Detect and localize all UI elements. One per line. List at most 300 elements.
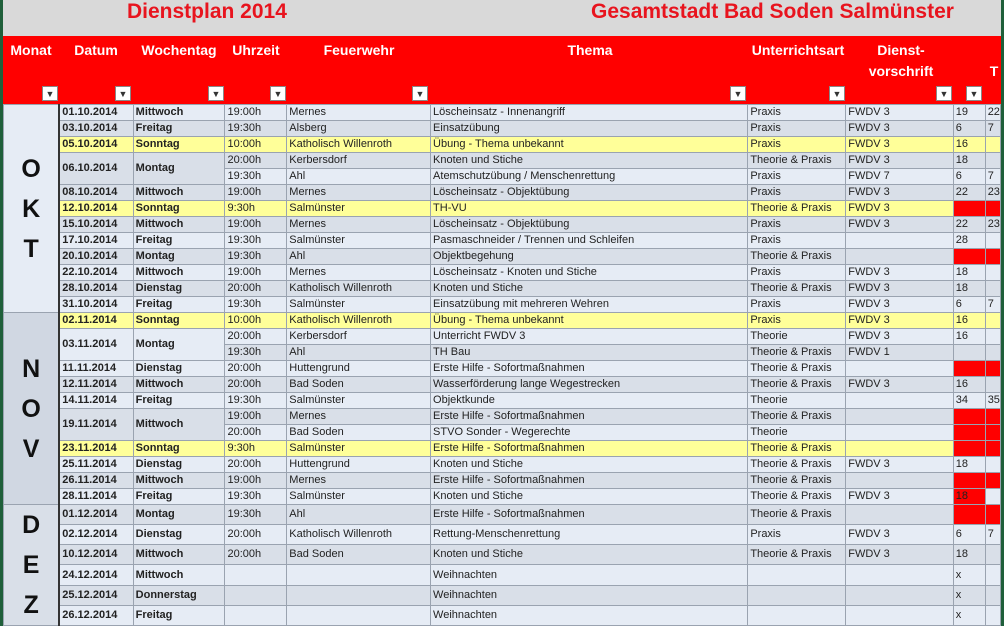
- value-cell[interactable]: 6: [953, 525, 985, 545]
- weekday-cell[interactable]: Donnerstag: [133, 585, 225, 605]
- weekday-cell[interactable]: Montag: [133, 505, 225, 525]
- weekday-cell[interactable]: Sonntag: [133, 201, 225, 217]
- table-row: [4, 105, 1001, 121]
- regulation-cell[interactable]: [846, 409, 954, 425]
- fire-dept-cell[interactable]: Mernes: [287, 473, 431, 489]
- time-cell[interactable]: 19:00h: [225, 265, 287, 281]
- header-feuerwehr[interactable]: Feuerwehr: [323, 42, 395, 58]
- regulation-cell[interactable]: [846, 585, 954, 605]
- filter-wochentag-dropdown-icon[interactable]: ▼: [208, 86, 224, 101]
- time-cell[interactable]: 20:00h: [225, 525, 287, 545]
- weekday-cell[interactable]: Mittwoch: [133, 473, 225, 489]
- regulation-cell[interactable]: FWDV 3: [846, 121, 954, 137]
- lesson-type-cell[interactable]: Praxis: [748, 105, 846, 121]
- weekday-cell[interactable]: Montag: [133, 153, 225, 185]
- lesson-type-cell[interactable]: [748, 585, 846, 605]
- topic-cell[interactable]: Knoten und Stiche: [431, 545, 748, 565]
- value-cell[interactable]: 34: [953, 393, 985, 409]
- regulation-cell[interactable]: FWDV 1: [846, 345, 954, 361]
- regulation-cell[interactable]: [846, 505, 954, 525]
- extra-cell[interactable]: [985, 233, 1000, 249]
- header-uhrzeit[interactable]: Uhrzeit: [232, 42, 280, 58]
- time-cell[interactable]: 19:30h: [225, 345, 287, 361]
- time-cell[interactable]: 10:00h: [225, 137, 287, 153]
- time-cell[interactable]: [225, 565, 287, 585]
- date-cell[interactable]: 17.10.2014: [59, 233, 133, 249]
- lesson-type-cell[interactable]: Theorie & Praxis: [748, 249, 846, 265]
- value-cell[interactable]: 6: [953, 297, 985, 313]
- lesson-type-cell[interactable]: Theorie: [748, 393, 846, 409]
- time-cell[interactable]: 20:00h: [225, 377, 287, 393]
- value-cell[interactable]: 19: [953, 105, 985, 121]
- fire-dept-cell[interactable]: Kerbersdorf: [287, 153, 431, 169]
- date-cell[interactable]: 06.10.2014: [59, 153, 133, 185]
- lesson-type-cell[interactable]: Theorie & Praxis: [748, 457, 846, 473]
- value-cell[interactable]: 6: [953, 121, 985, 137]
- filter-unterrichtsart-dropdown-icon[interactable]: ▼: [829, 86, 845, 101]
- extra-cell[interactable]: [985, 489, 1000, 505]
- fire-dept-cell[interactable]: Ahl: [287, 169, 431, 185]
- date-cell[interactable]: 02.11.2014: [59, 313, 133, 329]
- header-thema[interactable]: Thema: [567, 42, 613, 58]
- fire-dept-cell[interactable]: Huttengrund: [287, 457, 431, 473]
- lesson-type-cell[interactable]: Praxis: [748, 169, 846, 185]
- weekday-cell[interactable]: Dienstag: [133, 525, 225, 545]
- extra-cell[interactable]: 7: [985, 297, 1000, 313]
- topic-cell[interactable]: Knoten und Stiche: [431, 153, 748, 169]
- fire-dept-cell[interactable]: Mernes: [287, 185, 431, 201]
- topic-cell[interactable]: Weihnachten: [431, 565, 748, 585]
- topic-cell[interactable]: Atemschutzübung / Menschenrettung: [431, 169, 748, 185]
- value-cell[interactable]: x: [953, 565, 985, 585]
- regulation-cell[interactable]: FWDV 3: [846, 201, 954, 217]
- time-cell[interactable]: [225, 605, 287, 625]
- topic-cell[interactable]: Übung - Thema unbekannt: [431, 137, 748, 153]
- weekday-cell[interactable]: Freitag: [133, 393, 225, 409]
- topic-cell[interactable]: Löscheinsatz - Knoten und Stiche: [431, 265, 748, 281]
- date-cell[interactable]: 01.10.2014: [59, 105, 133, 121]
- topic-cell[interactable]: Weihnachten: [431, 605, 748, 625]
- weekday-cell[interactable]: Freitag: [133, 605, 225, 625]
- value-cell[interactable]: 16: [953, 313, 985, 329]
- topic-cell[interactable]: Knoten und Stiche: [431, 457, 748, 473]
- table-row: [4, 201, 1001, 217]
- value-cell[interactable]: 16: [953, 329, 985, 345]
- value-cell[interactable]: 18: [953, 457, 985, 473]
- table-row: [4, 249, 1001, 265]
- lesson-type-cell[interactable]: Theorie & Praxis: [748, 489, 846, 505]
- date-cell[interactable]: 02.12.2014: [59, 525, 133, 545]
- time-cell[interactable]: 19:30h: [225, 249, 287, 265]
- value-cell[interactable]: [953, 361, 985, 377]
- extra-cell[interactable]: [985, 361, 1000, 377]
- date-cell[interactable]: 28.11.2014: [59, 489, 133, 505]
- lesson-type-cell[interactable]: Theorie: [748, 425, 846, 441]
- fire-dept-cell[interactable]: Alsberg: [287, 121, 431, 137]
- weekday-cell[interactable]: Mittwoch: [133, 217, 225, 233]
- regulation-cell[interactable]: [846, 605, 954, 625]
- fire-dept-cell[interactable]: Ahl: [287, 249, 431, 265]
- fire-dept-cell[interactable]: Katholisch Willenroth: [287, 137, 431, 153]
- fire-dept-cell[interactable]: Bad Soden: [287, 377, 431, 393]
- topic-cell[interactable]: TH Bau: [431, 345, 748, 361]
- value-cell[interactable]: 18: [953, 545, 985, 565]
- regulation-cell[interactable]: FWDV 3: [846, 313, 954, 329]
- weekday-cell[interactable]: Montag: [133, 249, 225, 265]
- time-cell[interactable]: 19:30h: [225, 489, 287, 505]
- time-cell[interactable]: 19:30h: [225, 121, 287, 137]
- regulation-cell[interactable]: [846, 473, 954, 489]
- date-cell[interactable]: 22.10.2014: [59, 265, 133, 281]
- weekday-cell[interactable]: Mittwoch: [133, 377, 225, 393]
- value-cell[interactable]: 22: [953, 185, 985, 201]
- value-cell[interactable]: [953, 441, 985, 457]
- extra-cell[interactable]: 23: [985, 185, 1000, 201]
- regulation-cell[interactable]: [846, 393, 954, 409]
- weekday-cell[interactable]: Mittwoch: [133, 265, 225, 281]
- regulation-cell[interactable]: FWDV 3: [846, 297, 954, 313]
- extra-cell[interactable]: [985, 249, 1000, 265]
- value-cell[interactable]: [953, 409, 985, 425]
- regulation-cell[interactable]: FWDV 3: [846, 329, 954, 345]
- lesson-type-cell[interactable]: Praxis: [748, 137, 846, 153]
- date-cell[interactable]: 31.10.2014: [59, 297, 133, 313]
- topic-cell[interactable]: Knoten und Stiche: [431, 489, 748, 505]
- topic-cell[interactable]: Löscheinsatz - Objektübung: [431, 185, 748, 201]
- time-cell[interactable]: 20:00h: [225, 153, 287, 169]
- extra-cell[interactable]: 7: [985, 169, 1000, 185]
- topic-cell[interactable]: TH-VU: [431, 201, 748, 217]
- time-cell[interactable]: 19:00h: [225, 473, 287, 489]
- header-monat[interactable]: Monat: [10, 42, 52, 58]
- filter-datum-dropdown-icon[interactable]: ▼: [115, 86, 131, 101]
- header-dienstvorschrift[interactable]: [847, 40, 955, 82]
- date-cell[interactable]: 03.10.2014: [59, 121, 133, 137]
- fire-dept-cell[interactable]: [287, 585, 431, 605]
- regulation-cell[interactable]: FWDV 3: [846, 281, 954, 297]
- extra-cell[interactable]: [985, 153, 1000, 169]
- time-cell[interactable]: 20:00h: [225, 361, 287, 377]
- lesson-type-cell[interactable]: Theorie & Praxis: [748, 361, 846, 377]
- weekday-cell[interactable]: Freitag: [133, 489, 225, 505]
- date-cell[interactable]: 25.12.2014: [59, 585, 133, 605]
- extra-cell[interactable]: 35: [985, 393, 1000, 409]
- extra-cell[interactable]: [985, 201, 1000, 217]
- filter-feuerwehr-dropdown-icon[interactable]: ▼: [412, 86, 428, 101]
- table-row: [4, 393, 1001, 409]
- regulation-cell[interactable]: [846, 425, 954, 441]
- topic-cell[interactable]: Weihnachten: [431, 585, 748, 605]
- extra-cell[interactable]: [985, 585, 1000, 605]
- date-cell[interactable]: 05.10.2014: [59, 137, 133, 153]
- value-cell[interactable]: 28: [953, 233, 985, 249]
- header-wochentag[interactable]: Wochentag: [141, 42, 217, 58]
- topic-cell[interactable]: Erste Hilfe - Sofortmaßnahmen: [431, 441, 748, 457]
- extra-cell[interactable]: [985, 265, 1000, 281]
- time-cell[interactable]: 20:00h: [225, 281, 287, 297]
- time-cell[interactable]: 9:30h: [225, 201, 287, 217]
- date-cell[interactable]: 03.11.2014: [59, 329, 133, 361]
- lesson-type-cell[interactable]: Theorie & Praxis: [748, 545, 846, 565]
- topic-cell[interactable]: Einsatzübung mit mehreren Wehren: [431, 297, 748, 313]
- value-cell[interactable]: [953, 505, 985, 525]
- regulation-cell[interactable]: FWDV 3: [846, 105, 954, 121]
- fire-dept-cell[interactable]: Kerbersdorf: [287, 329, 431, 345]
- regulation-cell[interactable]: [846, 233, 954, 249]
- date-cell[interactable]: 14.11.2014: [59, 393, 133, 409]
- filter-dienstvorschrift-dropdown-icon[interactable]: ▼: [936, 86, 952, 101]
- topic-cell[interactable]: Rettung-Menschenrettung: [431, 525, 748, 545]
- date-cell[interactable]: 15.10.2014: [59, 217, 133, 233]
- date-cell[interactable]: 08.10.2014: [59, 185, 133, 201]
- table-row: [4, 217, 1001, 233]
- fire-dept-cell[interactable]: Bad Soden: [287, 425, 431, 441]
- weekday-cell[interactable]: Montag: [133, 329, 225, 361]
- fire-dept-cell[interactable]: Salmünster: [287, 201, 431, 217]
- topic-cell[interactable]: STVO Sonder - Wegerechte: [431, 425, 748, 441]
- value-cell[interactable]: 18: [953, 489, 985, 505]
- lesson-type-cell[interactable]: Praxis: [748, 525, 846, 545]
- fire-dept-cell[interactable]: Mernes: [287, 409, 431, 425]
- weekday-cell[interactable]: Sonntag: [133, 313, 225, 329]
- extra-cell[interactable]: [985, 313, 1000, 329]
- value-cell[interactable]: 16: [953, 137, 985, 153]
- lesson-type-cell[interactable]: Theorie: [748, 329, 846, 345]
- value-cell[interactable]: x: [953, 585, 985, 605]
- lesson-type-cell[interactable]: Theorie & Praxis: [748, 153, 846, 169]
- time-cell[interactable]: 19:00h: [225, 217, 287, 233]
- extra-cell[interactable]: 7: [985, 121, 1000, 137]
- value-cell[interactable]: [953, 425, 985, 441]
- fire-dept-cell[interactable]: Bad Soden: [287, 545, 431, 565]
- fire-dept-cell[interactable]: Salmünster: [287, 393, 431, 409]
- time-cell[interactable]: 20:00h: [225, 545, 287, 565]
- date-cell[interactable]: 25.11.2014: [59, 457, 133, 473]
- regulation-cell[interactable]: FWDV 3: [846, 525, 954, 545]
- time-cell[interactable]: 19:30h: [225, 505, 287, 525]
- value-cell[interactable]: 18: [953, 153, 985, 169]
- topic-cell[interactable]: Erste Hilfe - Sofortmaßnahmen: [431, 361, 748, 377]
- fire-dept-cell[interactable]: [287, 605, 431, 625]
- date-cell[interactable]: 11.11.2014: [59, 361, 133, 377]
- time-cell[interactable]: 19:30h: [225, 297, 287, 313]
- value-cell[interactable]: 18: [953, 281, 985, 297]
- extra-cell[interactable]: [985, 425, 1000, 441]
- topic-cell[interactable]: Erste Hilfe - Sofortmaßnahmen: [431, 505, 748, 525]
- header-datum[interactable]: Datum: [74, 42, 118, 58]
- weekday-cell[interactable]: Mittwoch: [133, 565, 225, 585]
- fire-dept-cell[interactable]: Ahl: [287, 505, 431, 525]
- topic-cell[interactable]: Löscheinsatz - Objektübung: [431, 217, 748, 233]
- lesson-type-cell[interactable]: Praxis: [748, 313, 846, 329]
- lesson-type-cell[interactable]: Theorie & Praxis: [748, 473, 846, 489]
- regulation-cell[interactable]: FWDV 3: [846, 489, 954, 505]
- value-cell[interactable]: [953, 249, 985, 265]
- extra-cell[interactable]: [985, 473, 1000, 489]
- extra-cell[interactable]: [985, 505, 1000, 525]
- lesson-type-cell[interactable]: Praxis: [748, 121, 846, 137]
- value-cell[interactable]: [953, 345, 985, 361]
- time-cell[interactable]: [225, 585, 287, 605]
- table-row: [4, 525, 1001, 545]
- topic-cell[interactable]: Erste Hilfe - Sofortmaßnahmen: [431, 409, 748, 425]
- fire-dept-cell[interactable]: Salmünster: [287, 489, 431, 505]
- lesson-type-cell[interactable]: Praxis: [748, 265, 846, 281]
- filter-uhrzeit-dropdown-icon[interactable]: ▼: [270, 86, 286, 101]
- time-cell[interactable]: 19:30h: [225, 233, 287, 249]
- date-cell[interactable]: 01.12.2014: [59, 505, 133, 525]
- header-unterrichtsart[interactable]: Unterrichtsart: [751, 42, 845, 58]
- value-cell[interactable]: [953, 473, 985, 489]
- date-cell[interactable]: 12.10.2014: [59, 201, 133, 217]
- value-cell[interactable]: x: [953, 605, 985, 625]
- lesson-type-cell[interactable]: [748, 605, 846, 625]
- topic-cell[interactable]: Löscheinsatz - Innenangriff: [431, 105, 748, 121]
- time-cell[interactable]: 19:00h: [225, 409, 287, 425]
- extra-cell[interactable]: [985, 565, 1000, 585]
- fire-dept-cell[interactable]: Mernes: [287, 105, 431, 121]
- weekday-cell[interactable]: Mittwoch: [133, 185, 225, 201]
- regulation-cell[interactable]: [846, 249, 954, 265]
- lesson-type-cell[interactable]: Praxis: [748, 185, 846, 201]
- weekday-cell[interactable]: Mittwoch: [133, 409, 225, 441]
- lesson-type-cell[interactable]: Praxis: [748, 233, 846, 249]
- topic-cell[interactable]: Übung - Thema unbekannt: [431, 313, 748, 329]
- date-cell[interactable]: 10.12.2014: [59, 545, 133, 565]
- lesson-type-cell[interactable]: Theorie & Praxis: [748, 281, 846, 297]
- table-row: [4, 121, 1001, 137]
- extra-cell[interactable]: [985, 345, 1000, 361]
- weekday-cell[interactable]: Mittwoch: [133, 105, 225, 121]
- regulation-cell[interactable]: [846, 361, 954, 377]
- fire-dept-cell[interactable]: Huttengrund: [287, 361, 431, 377]
- month-letter: E: [22, 551, 40, 579]
- weekday-cell[interactable]: Sonntag: [133, 137, 225, 153]
- date-cell[interactable]: 26.11.2014: [59, 473, 133, 489]
- lesson-type-cell[interactable]: Theorie & Praxis: [748, 201, 846, 217]
- extra-cell[interactable]: [985, 137, 1000, 153]
- value-cell[interactable]: 18: [953, 265, 985, 281]
- time-cell[interactable]: 19:00h: [225, 105, 287, 121]
- extra-cell[interactable]: [985, 605, 1000, 625]
- extra-cell[interactable]: [985, 329, 1000, 345]
- regulation-cell[interactable]: FWDV 3: [846, 377, 954, 393]
- date-cell[interactable]: 19.11.2014: [59, 409, 133, 441]
- value-cell[interactable]: 16: [953, 377, 985, 393]
- extra-cell[interactable]: [985, 409, 1000, 425]
- date-cell[interactable]: 20.10.2014: [59, 249, 133, 265]
- weekday-cell[interactable]: Sonntag: [133, 441, 225, 457]
- fire-dept-cell[interactable]: Katholisch Willenroth: [287, 281, 431, 297]
- regulation-cell[interactable]: FWDV 3: [846, 457, 954, 473]
- extra-cell[interactable]: 23: [985, 217, 1000, 233]
- fire-dept-cell[interactable]: Salmünster: [287, 441, 431, 457]
- filter-active-funnel-icon[interactable]: ▼: [966, 86, 982, 101]
- value-cell[interactable]: 6: [953, 169, 985, 185]
- regulation-cell[interactable]: [846, 441, 954, 457]
- date-cell[interactable]: 23.11.2014: [59, 441, 133, 457]
- extra-cell[interactable]: [985, 457, 1000, 473]
- extra-cell[interactable]: 7: [985, 525, 1000, 545]
- fire-dept-cell[interactable]: [287, 565, 431, 585]
- weekday-cell[interactable]: Mittwoch: [133, 545, 225, 565]
- lesson-type-cell[interactable]: Theorie & Praxis: [748, 345, 846, 361]
- extra-cell[interactable]: [985, 281, 1000, 297]
- regulation-cell[interactable]: FWDV 3: [846, 185, 954, 201]
- date-cell[interactable]: 12.11.2014: [59, 377, 133, 393]
- weekday-cell[interactable]: Freitag: [133, 233, 225, 249]
- lesson-type-cell[interactable]: Theorie & Praxis: [748, 441, 846, 457]
- fire-dept-cell[interactable]: Mernes: [287, 217, 431, 233]
- extra-cell[interactable]: [985, 441, 1000, 457]
- lesson-type-cell[interactable]: Praxis: [748, 217, 846, 233]
- date-cell[interactable]: 26.12.2014: [59, 605, 133, 625]
- time-cell[interactable]: 10:00h: [225, 313, 287, 329]
- topic-cell[interactable]: Objektbegehung: [431, 249, 748, 265]
- time-cell[interactable]: 19:30h: [225, 169, 287, 185]
- weekday-cell[interactable]: Dienstag: [133, 361, 225, 377]
- regulation-cell[interactable]: FWDV 3: [846, 137, 954, 153]
- filter-thema-dropdown-icon[interactable]: ▼: [730, 86, 746, 101]
- weekday-cell[interactable]: Freitag: [133, 121, 225, 137]
- regulation-cell[interactable]: [846, 565, 954, 585]
- extra-cell[interactable]: [985, 545, 1000, 565]
- topic-cell[interactable]: Erste Hilfe - Sofortmaßnahmen: [431, 473, 748, 489]
- time-cell[interactable]: 20:00h: [225, 457, 287, 473]
- regulation-cell[interactable]: FWDV 3: [846, 217, 954, 233]
- weekday-cell[interactable]: Freitag: [133, 297, 225, 313]
- value-cell[interactable]: 22: [953, 217, 985, 233]
- time-cell[interactable]: 20:00h: [225, 329, 287, 345]
- topic-cell[interactable]: Knoten und Stiche: [431, 281, 748, 297]
- lesson-type-cell[interactable]: Praxis: [748, 297, 846, 313]
- value-cell[interactable]: [953, 201, 985, 217]
- fire-dept-cell[interactable]: Mernes: [287, 265, 431, 281]
- lesson-type-cell[interactable]: Theorie & Praxis: [748, 409, 846, 425]
- time-cell[interactable]: 9:30h: [225, 441, 287, 457]
- topic-cell[interactable]: Einsatzübung: [431, 121, 748, 137]
- time-cell[interactable]: 19:00h: [225, 185, 287, 201]
- regulation-cell[interactable]: FWDV 7: [846, 169, 954, 185]
- lesson-type-cell[interactable]: Theorie & Praxis: [748, 377, 846, 393]
- weekday-cell[interactable]: Dienstag: [133, 281, 225, 297]
- topic-cell[interactable]: Wasserförderung lange Wegestrecken: [431, 377, 748, 393]
- table-row: [4, 297, 1001, 313]
- regulation-cell[interactable]: FWDV 3: [846, 265, 954, 281]
- regulation-cell[interactable]: FWDV 3: [846, 153, 954, 169]
- header-extra[interactable]: T: [989, 63, 999, 79]
- topic-cell[interactable]: Pasmaschneider / Trennen und Schleifen: [431, 233, 748, 249]
- regulation-cell[interactable]: FWDV 3: [846, 545, 954, 565]
- topic-cell[interactable]: Unterricht FWDV 3: [431, 329, 748, 345]
- date-cell[interactable]: 24.12.2014: [59, 565, 133, 585]
- extra-cell[interactable]: 22: [985, 105, 1000, 121]
- time-cell[interactable]: 19:30h: [225, 393, 287, 409]
- fire-dept-cell[interactable]: Ahl: [287, 345, 431, 361]
- fire-dept-cell[interactable]: Katholisch Willenroth: [287, 313, 431, 329]
- date-cell[interactable]: 28.10.2014: [59, 281, 133, 297]
- lesson-type-cell[interactable]: [748, 565, 846, 585]
- lesson-type-cell[interactable]: Theorie & Praxis: [748, 505, 846, 525]
- topic-cell[interactable]: Objektkunde: [431, 393, 748, 409]
- fire-dept-cell[interactable]: Salmünster: [287, 297, 431, 313]
- weekday-cell[interactable]: Dienstag: [133, 457, 225, 473]
- fire-dept-cell[interactable]: Katholisch Willenroth: [287, 525, 431, 545]
- extra-cell[interactable]: [985, 377, 1000, 393]
- filter-monat-dropdown-icon[interactable]: ▼: [42, 86, 58, 101]
- time-cell[interactable]: 20:00h: [225, 425, 287, 441]
- fire-dept-cell[interactable]: Salmünster: [287, 233, 431, 249]
